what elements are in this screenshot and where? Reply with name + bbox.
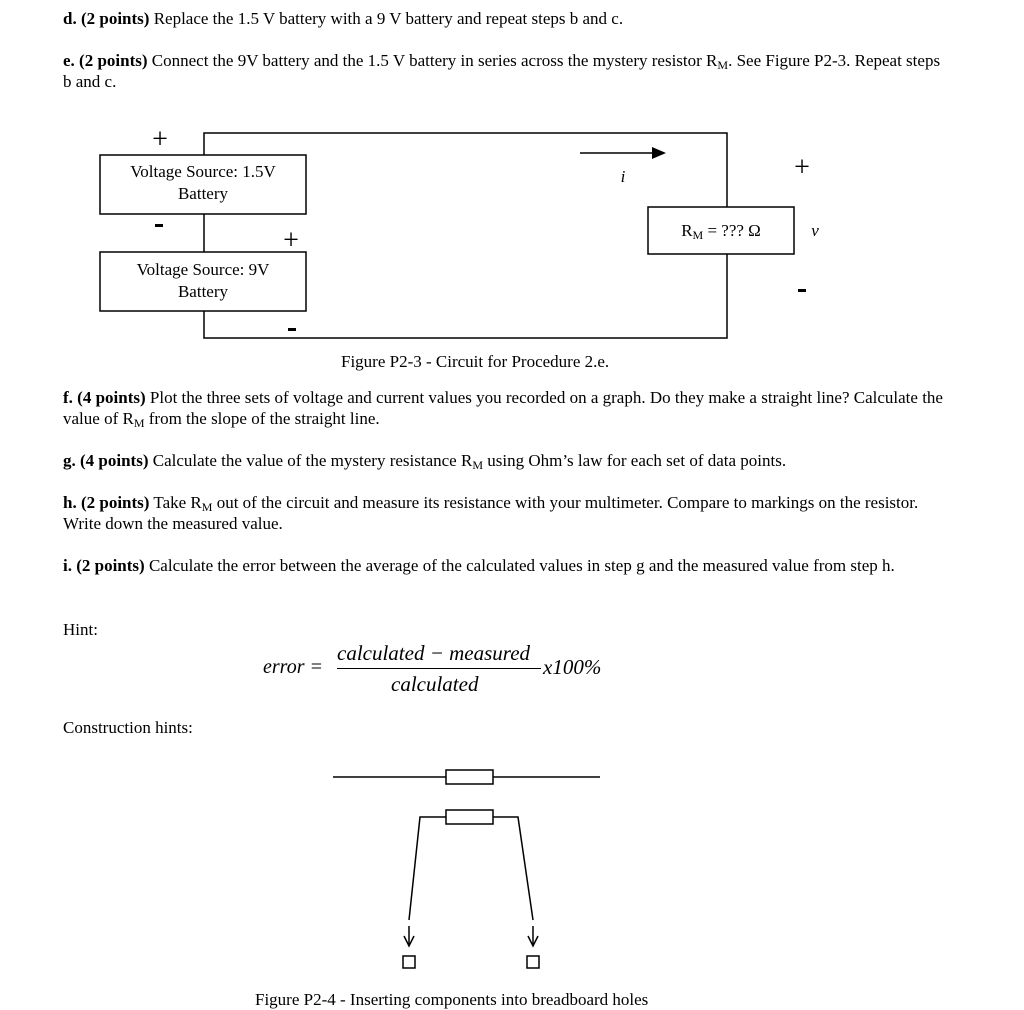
formula-lhs: error =: [263, 656, 323, 678]
current-arrow-head: [652, 147, 666, 159]
source-1-5v-line1: Voltage Source: 1.5V: [130, 162, 276, 181]
voltage-label: v: [811, 221, 819, 240]
wire-bottom: [204, 254, 727, 338]
minus-resistor: [798, 289, 806, 292]
item-e-text-a: Connect the 9V battery and the 1.5 V battery in series across the mystery resistor R: [147, 51, 718, 70]
figure-p2-3-circuit: [0, 120, 1024, 350]
resistor-label: [681, 221, 761, 242]
figure-p2-4-caption: Figure P2-4 - Inserting components into breadboard holes: [255, 990, 649, 1009]
formula-fraction-bar: [337, 668, 541, 669]
item-i-label: i. (2 points): [63, 556, 145, 575]
subscript-m: M: [201, 500, 213, 514]
item-e-label: e. (2 points): [63, 51, 148, 70]
minus-source-1-5v: [155, 224, 163, 227]
breadboard-hole-left: [403, 956, 415, 968]
construction-hints-label: Construction hints:: [63, 718, 193, 737]
subscript-m: M: [133, 416, 145, 430]
wire-top: [204, 133, 727, 207]
item-d: [63, 8, 943, 29]
resistor-bent-lead-left: [409, 817, 446, 920]
item-h-text-b: out of the circuit and measure its resistance with your multimeter. Compare to markings on the resistor. Write down the measured value.: [63, 493, 919, 533]
resistor-straight-body: [446, 770, 493, 784]
item-g: [63, 450, 943, 471]
plus-top-left: +: [152, 124, 168, 155]
item-f-label: f. (4 points): [63, 388, 146, 407]
figure-p2-4-diagram: [0, 760, 1024, 975]
source-9v-line1: Voltage Source: 9V: [136, 260, 270, 279]
breadboard-hole-right: [527, 956, 539, 968]
subscript-m: M: [472, 458, 483, 472]
item-d-label: d. (2 points): [63, 9, 150, 28]
minus-source-9v: [288, 328, 296, 331]
resistor-suffix: = ??? Ω: [703, 221, 761, 240]
source-9v-line2: Battery: [177, 282, 229, 301]
item-i: [63, 555, 943, 576]
item-f-text-a: Plot the three sets of voltage and current values you recorded on a graph. Do they make a straight line? Calculate the value of R: [63, 388, 943, 428]
formula-factor: x100%: [543, 655, 602, 679]
item-g-text-b: using Ohm’s law for each set of data points.: [483, 451, 787, 470]
item-e-text-b: . See Figure P2-3. Repeat steps b and c.: [63, 51, 941, 91]
item-h-text-a: Take R: [149, 493, 202, 512]
item-d-text: Replace the 1.5 V battery with a 9 V battery and repeat steps b and c.: [149, 9, 624, 28]
resistor-bent-lead-right: [493, 817, 533, 920]
item-f: [63, 387, 943, 429]
item-h: [63, 492, 943, 534]
resistor-bent-body: [446, 810, 493, 824]
item-g-label: g. (4 points): [63, 451, 149, 470]
item-g-text-a: Calculate the value of the mystery resistance R: [148, 451, 473, 470]
item-f-text-b: from the slope of the straight line.: [144, 409, 380, 428]
source-1-5v-line2: Battery: [177, 184, 229, 203]
resistor-prefix: R: [681, 221, 693, 240]
hint-label: Hint:: [63, 620, 98, 639]
plus-resistor: +: [794, 152, 810, 183]
figure-p2-3-caption: Figure P2-3 - Circuit for Procedure 2.e.: [341, 352, 610, 371]
formula-denominator: calculated: [391, 672, 479, 696]
item-e: [63, 50, 943, 92]
current-label: i: [620, 167, 626, 186]
subscript-m: M: [717, 58, 729, 72]
formula-numerator: calculated − measured: [337, 641, 531, 665]
item-h-label: h. (2 points): [63, 493, 150, 512]
resistor-subscript: M: [692, 228, 704, 242]
item-i-text: Calculate the error between the average of the calculated values in step g and the measured value from step h.: [144, 556, 895, 575]
plus-source-9v: +: [283, 225, 299, 256]
